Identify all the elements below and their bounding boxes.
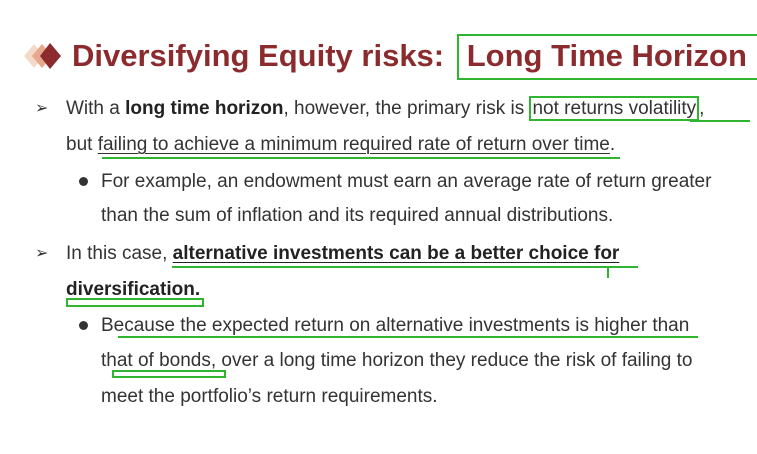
sub-bullet-1-line-1: For example, an endowment must earn an average rate of return greater <box>101 171 712 192</box>
text: over a long time horizon they reduce the risk of failing to <box>216 350 693 371</box>
text: but <box>66 134 98 155</box>
annotation-underline <box>690 120 750 122</box>
dot-bullet-icon <box>79 321 88 330</box>
text: , <box>699 98 705 119</box>
sub-bullet-2-line-1: Because the expected return on alternative investments is higher than <box>101 315 690 336</box>
text: . <box>609 134 616 155</box>
annotation-underline <box>118 336 698 338</box>
arrow-bullet-icon: ➢ <box>35 245 49 262</box>
text: that of bonds, <box>101 350 217 371</box>
bullet-1-line-1 <box>66 97 704 121</box>
slide-title <box>72 34 757 80</box>
bullet-1-line-2 <box>66 133 615 157</box>
bullet-2-line-1 <box>66 242 619 266</box>
underlined-phrase: failing to achieve a minimum required rate of return over time <box>97 134 610 155</box>
bold-phrase: long time horizon <box>125 98 284 119</box>
sub-bullet-2-line-3: meet the portfolio’s return requirements. <box>101 386 438 407</box>
sub-bullet-1-line-2: than the sum of inflation and its required annual distributions. <box>101 205 614 226</box>
diamond-logo-icon <box>10 38 70 74</box>
title-highlight: Long Time Horizon <box>457 34 757 80</box>
annotation-box <box>66 298 204 307</box>
title-prefix: Diversifying Equity risks: <box>72 38 445 73</box>
boxed-phrase: not returns volatility <box>529 96 699 121</box>
annotation-underline <box>102 157 620 159</box>
annotation-underline <box>172 266 638 268</box>
dot-bullet-icon <box>79 177 88 186</box>
text: . <box>194 279 201 300</box>
arrow-bullet-icon: ➢ <box>35 100 49 117</box>
bold-underlined-phrase: alternative investments can be a better choice for <box>172 243 620 264</box>
annotation-tick <box>607 266 609 278</box>
annotation-box <box>112 370 226 378</box>
text: With a <box>66 98 126 119</box>
bold-underlined-phrase: diversification <box>66 279 195 300</box>
text: , however, the primary risk is <box>283 98 530 119</box>
text: In this case, <box>66 243 173 264</box>
